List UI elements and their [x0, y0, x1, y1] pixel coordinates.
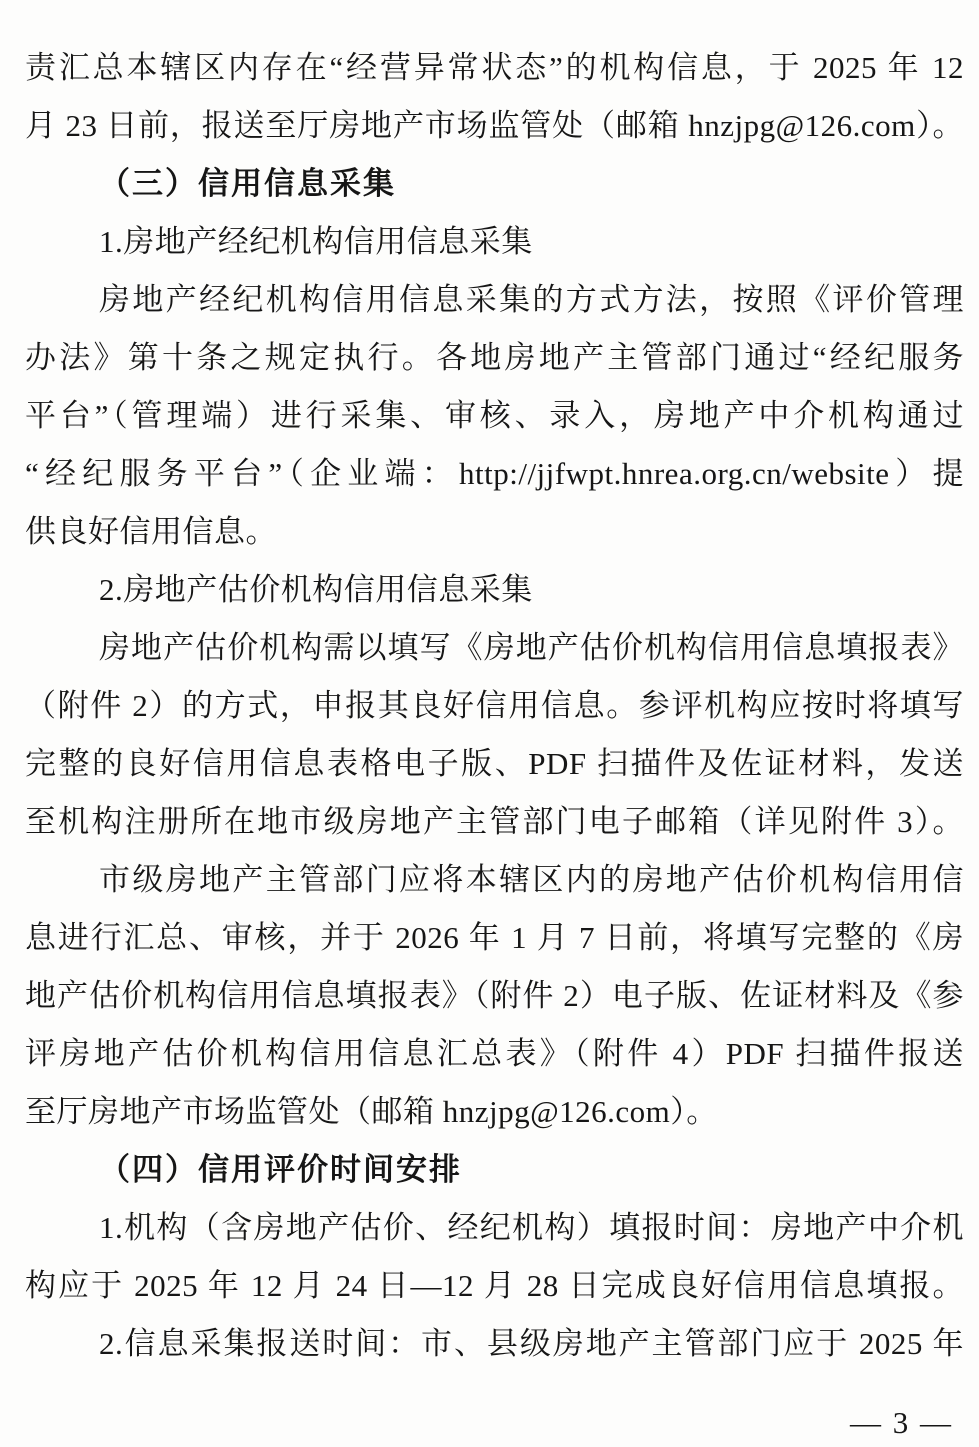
text-line-5: 房地产经纪机构信用信息采集的方式方法，按照《评价管理 [99, 282, 964, 317]
text-line-12: （附件 2）的方式，申报其良好信用信息。参评机构应按时将填写 [25, 688, 964, 723]
text-line-16: 息进行汇总、审核，并于 2026 年 1 月 7 日前，将填写完整的《房 [25, 920, 964, 955]
text-line-10: 2.房地产估价机构信用信息采集 [99, 572, 533, 607]
text-line-15: 市级房地产主管部门应将本辖区内的房地产估价机构信用信 [99, 862, 964, 897]
text-line-13: 完整的良好信用信息表格电子版、PDF 扫描件及佐证材料，发送 [25, 746, 964, 781]
text-line-22: 构应于 2025 年 12 月 24 日—12 月 28 日完成良好信用信息填报。 [25, 1268, 964, 1303]
text-line-19: 至厅房地产市场监管处（邮箱 hnzjpg@126.com）。 [25, 1094, 718, 1129]
text-line-17: 地产估价机构信用信息填报表》（附件 2）电子版、佐证材料及《参 [25, 978, 964, 1013]
text-line-21: 1.机构（含房地产估价、经纪机构）填报时间：房地产中介机 [99, 1210, 964, 1245]
text-line-7: 平台”（管理端）进行采集、审核、录入，房地产中介机构通过 [25, 398, 964, 433]
text-line-11: 房地产估价机构需以填写《房地产估价机构信用信息填报表》 [99, 630, 964, 665]
text-line-2: 月 23 日前，报送至厅房地产市场监管处（邮箱 hnzjpg@126.com）。 [25, 108, 964, 143]
text-line-23: 2.信息采集报送时间：市、县级房地产主管部门应于 2025 年 [99, 1326, 964, 1361]
text-line-20: （四）信用评价时间安排 [99, 1152, 462, 1187]
text-line-8: “经纪服务平台”（企业端：http://jjfwpt.hnrea.org.cn/website）提 [25, 456, 964, 491]
text-line-3: （三）信用信息采集 [99, 166, 396, 201]
text-line-9: 供良好信用信息。 [25, 514, 277, 549]
text-line-18: 评房地产估价机构信用信息汇总表》（附件 4）PDF 扫描件报送 [25, 1036, 964, 1071]
page-number: — 3 — [850, 1405, 953, 1440]
text-line-14: 至机构注册所在地市级房地产主管部门电子邮箱（详见附件 3）。 [25, 804, 964, 839]
document-body [25, 39, 964, 1373]
text-line-4: 1.房地产经纪机构信用信息采集 [99, 224, 533, 259]
text-line-6: 办法》第十条之规定执行。各地房地产主管部门通过“经纪服务 [25, 340, 964, 375]
text-line-1: 责汇总本辖区内存在“经营异常状态”的机构信息，于 2025 年 12 [25, 50, 964, 85]
